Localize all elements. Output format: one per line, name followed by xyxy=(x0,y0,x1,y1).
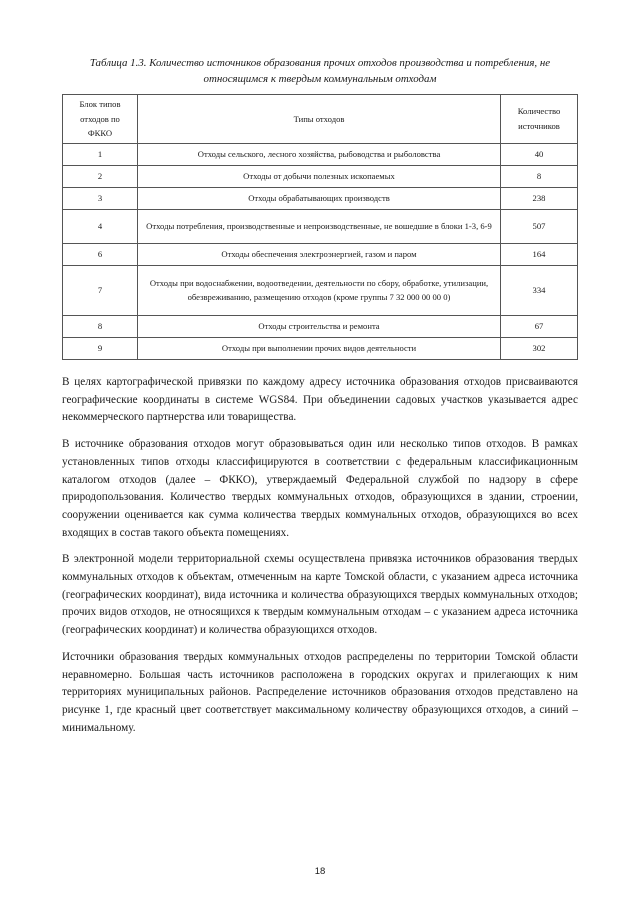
cell-block: 8 xyxy=(63,315,138,337)
cell-block: 2 xyxy=(63,165,138,187)
cell-type: Отходы строительства и ремонта xyxy=(138,315,501,337)
cell-type: Отходы потребления, производственные и непроизводственные, не вошедшие в блоки 1-3, 6-9 xyxy=(138,209,501,243)
cell-block: 6 xyxy=(63,243,138,265)
header-types: Типы отходов xyxy=(138,95,501,144)
cell-block: 9 xyxy=(63,337,138,359)
cell-block: 3 xyxy=(63,187,138,209)
table-row xyxy=(63,187,578,209)
table-row xyxy=(63,143,578,165)
cell-count: 302 xyxy=(501,337,578,359)
cell-type: Отходы обеспечения электроэнергией, газом и паром xyxy=(138,243,501,265)
waste-sources-table xyxy=(62,94,578,360)
cell-type: Отходы обрабатывающих производств xyxy=(138,187,501,209)
paragraph: В источнике образования отходов могут образовываться один или несколько типов отходов. В рамках установленных типов отходы классифицируются в соответствии с федеральным классификационным каталогом отходов (далее – ФККО), утверждаемый Федеральной службой по надзору в сфере природопользования. Количество твердых коммунальных отходов, образующихся в здании, строении, сооружении оценивается как сумма количества твердых коммунальных отходов, образующихся во всех входящих в состав такого объекта помещениях. xyxy=(62,438,578,539)
cell-type: Отходы от добычи полезных ископаемых xyxy=(138,165,501,187)
header-count: Количество источников xyxy=(501,95,578,144)
table-row xyxy=(63,209,578,243)
paragraph: В целях картографической привязки по каждому адресу источника образования отходов присваиваются географические координаты в системе WGS84. При объединении садовых участков указывается адрес некоммерческого партнерства или товарищества. xyxy=(62,376,578,424)
cell-count: 67 xyxy=(501,315,578,337)
cell-count: 8 xyxy=(501,165,578,187)
header-block: Блок типов отходов по ФККО xyxy=(63,95,138,144)
cell-count: 40 xyxy=(501,143,578,165)
paragraph: Источники образования твердых коммунальных отходов распределены по территории Томской области неравномерно. Большая часть источников расположена в городских округах и прилегающих к ним территориях муниципальных районов. Распределение источников образования отходов представлено на рисунке 1, где красный цвет соответствует максимальному количеству образующихся отходов, а синий – минимальному. xyxy=(62,650,578,734)
cell-count: 238 xyxy=(501,187,578,209)
table-caption: Таблица 1.3. Количество источников образования прочих отходов производства и потребления, не относящимся к твердым коммунальным отходам xyxy=(89,57,551,85)
page-number: 18 xyxy=(314,866,326,877)
table-row xyxy=(63,243,578,265)
cell-count: 507 xyxy=(501,209,578,243)
cell-count: 164 xyxy=(501,243,578,265)
table-header-row xyxy=(63,95,578,144)
paragraph: В электронной модели территориальной схемы осуществлена привязка источников образования твердых коммунальных отходов к объектам, отмеченным на карте Томской области, с указанием адреса источника (географических координат), вида источника и количества образующихся твердых коммунальных отходов; прочих видов отходов, не относящихся к твердым коммунальным отходам – с указанием адреса источника (географических координат) и количества образующихся отходов. xyxy=(62,553,578,637)
cell-count: 334 xyxy=(501,265,578,315)
cell-block: 4 xyxy=(63,209,138,243)
table-row xyxy=(63,165,578,187)
cell-type: Отходы сельского, лесного хозяйства, рыбоводства и рыболовства xyxy=(138,143,501,165)
table-row xyxy=(63,265,578,315)
cell-type: Отходы при выполнении прочих видов деятельности xyxy=(138,337,501,359)
table-row xyxy=(63,315,578,337)
cell-block: 1 xyxy=(63,143,138,165)
table-row xyxy=(63,337,578,359)
body-text xyxy=(62,374,578,746)
cell-type: Отходы при водоснабжении, водоотведении, деятельности по сбору, обработке, утилизации, обезвреживанию, размещению отходов (кроме группы 7 32 000 00 00 0) xyxy=(138,265,501,315)
cell-block: 7 xyxy=(63,265,138,315)
